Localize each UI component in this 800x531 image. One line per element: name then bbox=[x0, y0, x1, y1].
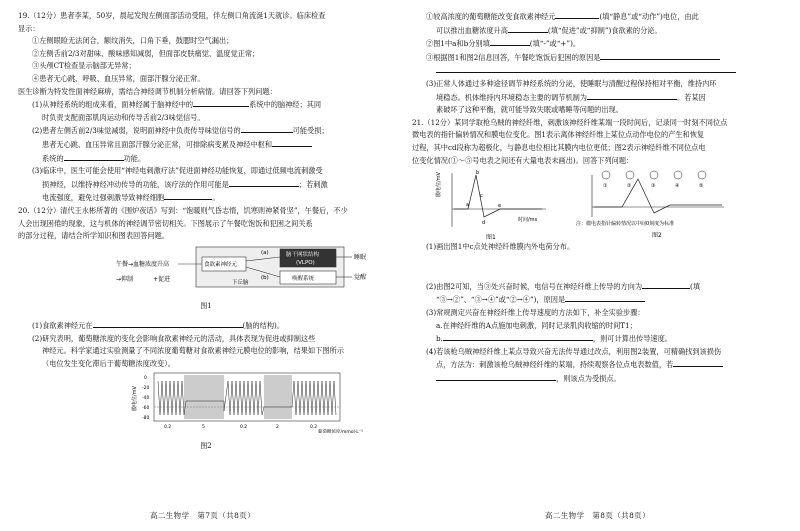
q19-sub3: (3)临床中，医生可能会使用“神经电刺激疗法”促进面神经功能恢复，即通过低频电流刺激受 bbox=[32, 166, 323, 176]
q19-diagnosis: 医生诊断为特发性面神经麻痹，需结合神经调节机制分析病情。请回答下列问题： bbox=[18, 86, 277, 96]
vlpo-title: 脑干网状结构 bbox=[286, 251, 320, 258]
label-inhibit: →抑制 bbox=[116, 275, 134, 283]
f1-point-e: e bbox=[498, 203, 502, 210]
f2-meter-label: ① bbox=[603, 183, 608, 190]
f1-point-b: b bbox=[476, 170, 480, 177]
y-tick: -40 bbox=[142, 395, 150, 401]
q21-figures bbox=[412, 167, 784, 241]
y-tick: 0 bbox=[144, 375, 147, 381]
answer-blank[interactable] bbox=[565, 293, 645, 302]
answer-blank[interactable] bbox=[64, 152, 124, 161]
figure-1-caption: 图1 bbox=[200, 301, 212, 310]
meter-2 bbox=[626, 171, 634, 179]
action-potential-curve bbox=[454, 175, 542, 217]
answer-blank[interactable] bbox=[555, 10, 599, 19]
q21-sub3: (3)常规测定兴奋在神经纤维上传导速度的方法如下，补全实验步骤： bbox=[426, 307, 645, 317]
x-tick: 0.2 bbox=[164, 424, 172, 430]
y-axis-label: 膜电位/mV bbox=[132, 385, 138, 411]
q21-stem: 21.（12分）某同学取枪乌贼的神经纤维，刺激该神经纤维某端一段时间后，记录同一时刻不同位点 bbox=[412, 117, 728, 127]
answer-blank[interactable] bbox=[193, 98, 249, 107]
q20-stem: 20.（12分）清代王永彬所著的《围炉夜话》写到：“饱暖则气昏志惰，饥寒则神紧骨坚”，午餐后，不少 bbox=[18, 205, 348, 215]
answer-blank[interactable] bbox=[241, 124, 293, 133]
orexin-neuron-label: 食欲素神经元 bbox=[204, 261, 238, 268]
label-meal: 午餐→血糖浓度升高 bbox=[116, 260, 170, 268]
arousal-label: 唤醒系统 bbox=[292, 275, 315, 282]
f1-point-a: a bbox=[466, 202, 470, 209]
page-7: 19.（12分）患者李某，50岁，晨起发现左侧面部活动受阻，伴左侧口角流涎1天就诊。临床检查 显示： ①左侧眼睑无法闭合，额纹消失，口角下垂，鼓腮时空气漏出； ②左侧舌前2/3对甜味、酸味感知减弱，但面部皮肤痛觉、温度觉正常； ③头颅CT检查显示脑部无异常； ④患者无心跳、呼吸、血压异常，面部汗腺分泌正常。 医生诊断为特发性面神经麻痹，需结合神经调节机制分析病情。请回答下列问题： (1)从神经系统的组成来看，面神经属于脑神经中的 系统中的脑神经；其同 时负责支配面部肌肉运动和传导舌前2/3味觉信号。 (2)患者左侧舌前2/3味觉减弱，说明面神经中负责传导味觉信号的 可能受损； 患者无心跳、血压异常且面部汗腺分泌正常，可排除病变累及神经中枢和 系统的 功能。 (3)临床中，医生可能会使用“神经电刺激疗法”促进面神经功能恢复，即通过低频电流刺激受 损神经，以维持神经冲动传导的功能，该疗法的作用可能是 ；若刺激 电流强度，避免过强刺激导致神经细胞 。 20.（12分）清代王永彬所著的《围炉夜话》写到：“饱暖则气昏志惰，饥寒则神紧骨坚”，午餐后，不少 人会出现困倦的现象，这与机体的神经调节密切相关。下图展示了午餐吃饱饭和犯困之间关系 的部分过程，请结合所学知识和图表回答问题。 午餐→血糖浓度升高 →抑制 +促进 食欲素神经元 下丘脑 脑干网状结构 (VLPO) 唤醒系统 (a) (b) 睡眠 觉醒 图1 (1)食欲素神经元在 (脑的结构)。 (2)研究表明，葡萄糖浓度的变化会影响食欲素神经元的活动，具体表现为促进或抑制这些 神经元。科学家通过实验测量了不同浓度葡萄糖对食欲素神经元膜电位的影响，结果如下图所示 （电位发生变化滞后于葡萄糖浓度改变）。 膜电位/mV 0 -20 -40 -60 -80 0.2 5 0.2 2 0.2 葡萄糖浓度/mmol·L⁻¹ 图2 bbox=[18, 10, 394, 459]
meter-3 bbox=[650, 171, 658, 179]
answer-blank[interactable] bbox=[272, 138, 312, 147]
shade-high-1 bbox=[184, 375, 224, 419]
f2-meter-label: ③ bbox=[651, 183, 656, 190]
q21-sub2: (2)由图2可知，当③处兴奋时候，电信号在神经纤维上传导的方向为 (填 bbox=[426, 281, 701, 291]
page-footer-right: 高二生物学 第8页（共8页） bbox=[545, 511, 651, 520]
hypothalamus-label: 下丘脑 bbox=[232, 279, 249, 286]
x-tick: 5 bbox=[202, 424, 205, 430]
vlpo-sub: (VLPO) bbox=[296, 259, 315, 266]
x-tick: 0.2 bbox=[240, 424, 248, 430]
answer-blank[interactable] bbox=[443, 332, 593, 341]
q19-finding-3: ③头颅CT检查显示脑部无异常； bbox=[32, 61, 136, 71]
x-tick: 0.2 bbox=[310, 424, 318, 430]
figure-2-caption: 图2 bbox=[200, 441, 212, 450]
f1-point-d: d bbox=[482, 220, 486, 227]
out-sleep: 睡眠 bbox=[354, 253, 367, 261]
answer-blank[interactable] bbox=[490, 37, 530, 46]
f2-note: 注：微电表指针偏转情况以中间0刻度为标准 bbox=[576, 221, 675, 228]
q19-finding-2: ②左侧舌前2/3对甜味、酸味感知减弱，但面部皮肤痛觉、温度觉正常； bbox=[32, 48, 260, 58]
q19-sub2: (2)患者左侧舌前2/3味觉减弱，说明面神经中负责传导味觉信号的 可能受损； bbox=[32, 126, 329, 136]
meter-1 bbox=[602, 171, 610, 179]
page-footer-left: 高二生物学 第7页（共8页） bbox=[150, 511, 256, 520]
f2-meter-label: ⑤ bbox=[699, 183, 704, 190]
q21-sub1: (1)画出图1中c点处神经纤维膜内外电荷分布。 bbox=[426, 242, 575, 252]
answer-blank[interactable] bbox=[436, 64, 736, 73]
meter-4 bbox=[674, 171, 682, 179]
q21-sub4: (4)若该枪乌贼神经纤维上某点导致兴奋无法传导通过改点，利用图2装置，可精确找到该损伤 bbox=[426, 346, 722, 356]
f2-meter-label: ② bbox=[627, 183, 632, 190]
q20-sub2: (2)研究表明，葡萄糖浓度的变化会影响食欲素神经元的活动，具体表现为促进或抑制这些 bbox=[32, 333, 316, 343]
f1-y-label: 膜电位/mV bbox=[436, 172, 442, 198]
f2-meter-label: ④ bbox=[675, 183, 680, 190]
f1-x-label: 时间/ms bbox=[518, 217, 538, 224]
label-promote: +促进 bbox=[153, 275, 171, 283]
out-wake: 觉醒 bbox=[354, 273, 367, 281]
q20-sub3: (3)正常人体通过多种途径调节神经系统的分泌，使睡眠与清醒过程保持相对平衡，维持内环 bbox=[426, 78, 717, 88]
tag-a: (a) bbox=[261, 249, 269, 256]
membrane-potential-chart bbox=[18, 371, 394, 433]
y-tick: -80 bbox=[142, 415, 150, 421]
answer-blank[interactable] bbox=[587, 91, 677, 100]
answer-blank[interactable] bbox=[508, 24, 548, 33]
x-tick: 2 bbox=[276, 424, 279, 430]
figure-2-chart bbox=[18, 371, 394, 433]
q21-fig2-caption: 图2 bbox=[652, 232, 662, 240]
answer-blank[interactable] bbox=[600, 51, 720, 60]
answer-blank[interactable] bbox=[436, 372, 556, 381]
answer-blank[interactable] bbox=[93, 319, 243, 328]
q19-stem: 19.（12分）患者李某，50岁，晨起发现左侧面部活动受阻，伴左侧口角流涎1天就诊。临床检查 bbox=[18, 11, 326, 20]
f1-point-c: c bbox=[480, 193, 483, 200]
q21-fig1-caption: 图1 bbox=[486, 234, 496, 242]
q19-finding-4: ④患者无心跳、呼吸、血压异常，面部汗腺分泌正常。 bbox=[32, 73, 205, 83]
x-axis-label: 葡萄糖浓度/mmol·L⁻¹ bbox=[318, 429, 363, 433]
q21-figure-svg bbox=[412, 167, 784, 241]
tag-b: (b) bbox=[261, 274, 269, 281]
q19-sub1: (1)从神经系统的组成来看，面神经属于脑神经中的 系统中的脑神经；其同 bbox=[32, 100, 322, 110]
q20-sub1: (1)食欲素神经元在 (脑的结构)。 bbox=[32, 321, 285, 331]
page-8: ①较高浓度的葡萄糖能改变食欲素神经元 (填“静息”或“动作”)电位，由此 可以推出血糖浓度升高 (填“促进”或“抑制”)食欲素的分泌。 ②图1中a和b分别填 (填“-”或“+”)。 ③根据图1和图2信息回答，午餐吃饱饭后犯困的原因是 (3)正常人体通过多种途径调节神经系统的分泌，使睡眠与清醒过程保持相对平衡，维持内环 境稳态。机体维持内环境稳态主要的调节机制为 。若某因 素破坏了这种平衡，就可能导致失眠或嗜睡等问题的出现。 21.（12分）某同学取枪乌贼的神经纤维，刺激该神经纤维某端一段时间后，记录同一时刻不同位点 微电表的指针偏转情况和膜电位变化。图1表示离体神经纤维上某位点动作电位的产生和恢复 过程，其中cd段称为超极化，与静息电位相比其膜内电位更低；图2表示神经纤维不同位点电 位变化情况(①～⑤号电表之间还有大量电表未画出)。回答下列问题： 膜电位/mV 时间/ms a b c d e 图1 ① ② ③ ④ ⑤ 注：微电表指针偏转情况以中间0刻度为标准 图2 (1)画出图1中c点处神经纤维膜内外电荷分布。 (2)由图2可知，当③处兴奋时候，电信号在神经纤维上传导的方向为 (填 “③→②”、“③→④”或“②→④”)，原因是 (3)常规测定兴奋在神经纤维上传导速度的方法如下，补全实验步骤： a.在神经纤维的A点施加电刺激，同时记录肌肉收缩的时间T1； b. ，则可计算出传导速度。 (4)若该枪乌贼神经纤维上某点导致兴奋无法传导通过改点，利用图2装置，可精确找到该损伤 点，方法为：刺激该枪乌贼神经纤维的某端，持续观察各位点电表数值，若 ，则该点为受损点。 bbox=[412, 10, 784, 385]
meter-5 bbox=[698, 171, 706, 179]
shade-high-2 bbox=[264, 375, 292, 419]
figure-1-diagram bbox=[18, 243, 394, 293]
pathway-diagram bbox=[18, 243, 394, 293]
y-tick: -20 bbox=[142, 385, 150, 391]
answer-blank[interactable] bbox=[642, 280, 690, 289]
answer-blank[interactable] bbox=[229, 178, 299, 187]
q19-finding-1: ①左侧眼睑无法闭合，额纹消失，口角下垂，鼓腮时空气漏出； bbox=[32, 36, 234, 46]
answer-blank[interactable] bbox=[164, 191, 212, 200]
answer-blank[interactable] bbox=[673, 358, 723, 367]
y-tick: -60 bbox=[142, 405, 150, 411]
drawing-space[interactable] bbox=[412, 254, 784, 280]
